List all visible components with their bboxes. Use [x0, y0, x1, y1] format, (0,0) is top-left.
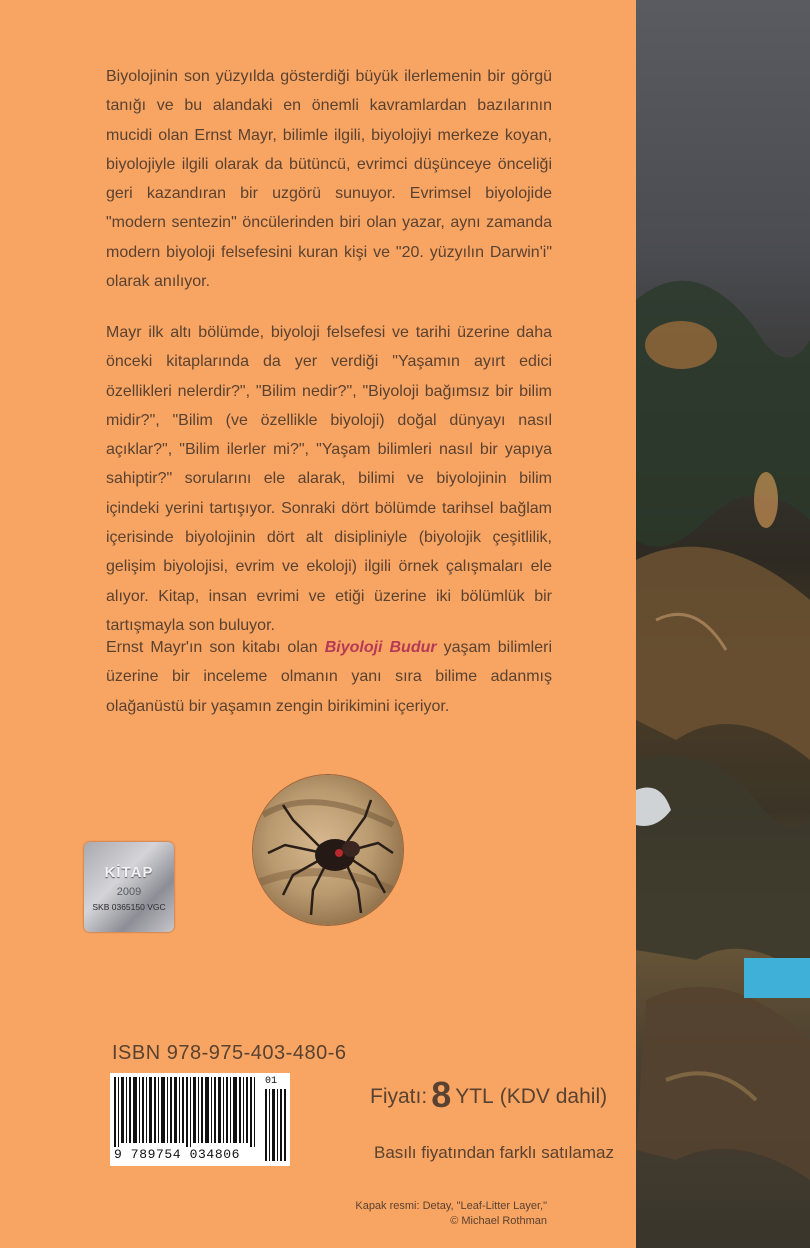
- price-amount: 8: [431, 1074, 452, 1115]
- price-label: Fiyatı:: [370, 1085, 428, 1108]
- price: [370, 1074, 607, 1116]
- barcode-addon: 01: [265, 1076, 278, 1087]
- cover-art-strip: [636, 0, 810, 1248]
- paragraph-3-lead: Ernst Mayr'ın son kitabı olan: [106, 639, 325, 656]
- leaf-litter-artwork: [636, 0, 810, 1248]
- paragraph-3-tail: yaşam bilimleri üzerine bir inceleme olmanın yanı sıra bilime adanmış olağanüstü bir yaşamın zengin birikimini içeriyor.: [106, 639, 553, 715]
- price-note: (KDV dahil): [499, 1085, 608, 1108]
- price-currency: YTL: [455, 1085, 494, 1108]
- sticker-label: KİTAP: [104, 864, 154, 881]
- spider-illustration-icon: [253, 775, 403, 925]
- hologram-sticker-icon: [84, 842, 174, 932]
- description-paragraph-3: [106, 633, 552, 721]
- barcode: [110, 1073, 290, 1166]
- barcode-digits: 9 789754 034806: [114, 1147, 241, 1162]
- price-notice: Basılı fiyatından farklı satılamaz: [374, 1143, 614, 1162]
- sticker-code: SKB 0365150 VGC: [92, 902, 166, 912]
- description-paragraph-1: Biyolojinin son yüzyılda gösterdiği büyük ilerlemenin bir görgü tanığı ve bu alandaki en önemli kavramlardan bazılarının mucidi olan Ernst Mayr, bilimle ilgili, biyolojiyi merkeze koyan, biyolojiyle ilgili olarak da bütüncü, evrimci düşünceye önceliği geri kazandıran bir uzgörü sunuyor. Evrimsel biyolojide "modern sentezin" öncülerinden biri olan yazar, aynı zamanda modern biyoloji felsefesini kuran kişi ve "20. yüzyılın Darwin'i" olarak anılıyor.: [106, 68, 552, 291]
- isbn-number: ISBN 978-975-403-480-6: [112, 1042, 347, 1064]
- sticker-year: 2009: [116, 886, 142, 898]
- cover-credit: [355, 1199, 547, 1229]
- credit-line-1: Kapak resmi: Detay, "Leaf-Litter Layer,": [355, 1200, 547, 1212]
- book-title: Biyoloji Budur: [324, 639, 437, 656]
- credit-line-2: © Michael Rothman: [450, 1215, 547, 1227]
- spider-drawing: [253, 775, 403, 925]
- description-paragraph-2: Mayr ilk altı bölümde, biyoloji felsefesi ve tarihi üzerine daha önceki kitaplarında da yer verdiği "Yaşamın ayırt edici özellikleri nelerdir?", "Bilim nedir?", "Biyoloji bağımsız bir bilim midir?", "Bilim (ve özellikle biyoloji) doğal dünyayı nasıl açıklar?", "Bilim ilerler mi?", "Yaşam bilimleri nasıl bir yapıya sahiptir?" sorularını ele alarak, bilimi ve biyolojinin bilim içindeki yerini tartışıyor. Sonraki dört bölümde tarihsel bağlam içerisinde biyolojinin dört alt disipliniyle (biyolojik çeşitlilik, gelişim biyolojisi, evrim ve ekoloji) ilgili örnek çalışmaları ele alıyor. Kitap, insan evrimi ve etiği üzerine iki bölümlük bir tartışmayla son buluyor.: [106, 324, 552, 634]
